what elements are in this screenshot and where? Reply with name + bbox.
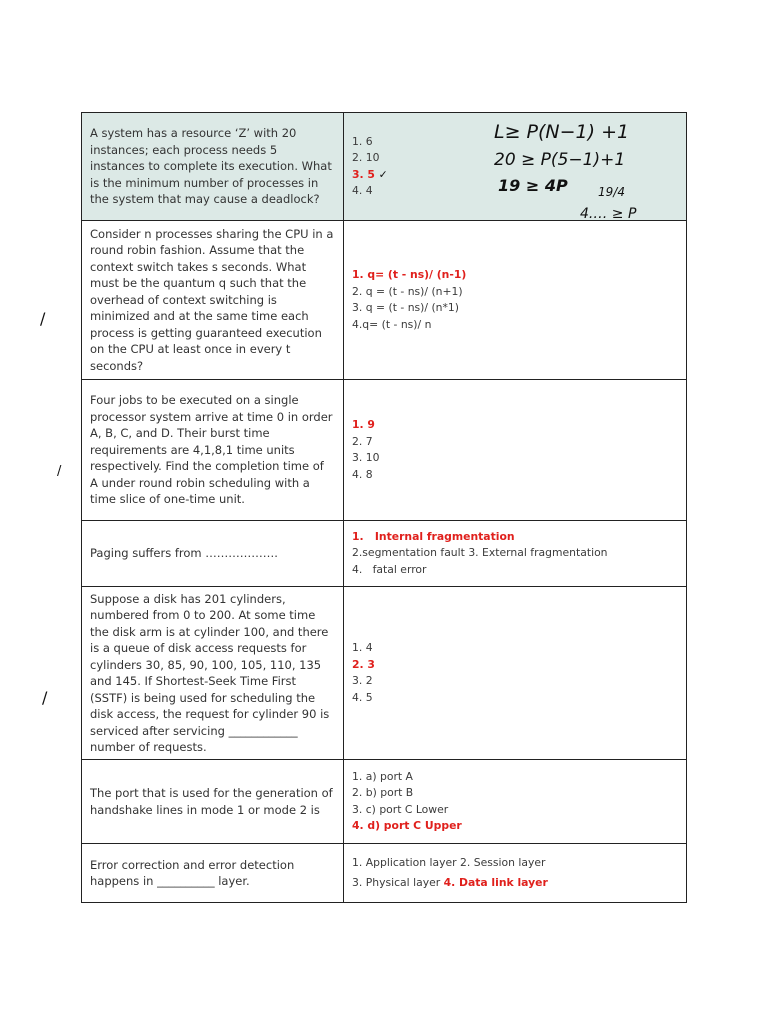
margin-mark: / — [57, 464, 62, 479]
option-line: 3. Physical layer 4. Data link layer — [352, 875, 548, 889]
option: 3. c) port C Lower — [352, 802, 449, 816]
question-row — [82, 844, 687, 903]
question-row — [82, 587, 687, 760]
question-text: Suppose a disk has 201 cylinders, numbered from 0 to 200. At some time the disk arm is at cylinder 100, and there is a queue of disk access requests for cylinders 30, 85, 90, 100, 105, 110, 135 and 145. If Shortest-Seek Time First (SSTF) is being used for scheduling the disk access, the request for cylinder 90 is serviced after servicing ____________ number of requests. — [82, 587, 344, 760]
option: 4. 5 — [352, 690, 373, 704]
option: 2. 10 — [352, 151, 380, 164]
question-text: Consider n processes sharing the CPU in a round robin fashion. Assume that the context switch takes s seconds. What must be the quantum q such that the overhead of context switching is minimized and at the same time each process is getting guaranteed execution on the CPU at least once in every t seconds? — [82, 221, 344, 380]
option-correct: 4. d) port C Upper — [352, 819, 462, 832]
question-row — [82, 760, 687, 844]
question-text: Error correction and error detection happens in __________ layer. — [82, 844, 344, 903]
option-correct: 1. Internal fragmentation — [352, 529, 515, 543]
handwritten-line: 19 ≥ 4P — [498, 176, 568, 195]
options-cell — [344, 521, 687, 587]
margin-mark: / — [40, 309, 46, 328]
options-cell — [344, 844, 687, 903]
option-line: 1. Application layer 2. Session layer — [352, 856, 546, 869]
question-row — [82, 221, 687, 380]
option-correct: 1. 9 — [352, 418, 375, 431]
handwritten-line: 20 ≥ P(5−1)+1 — [494, 150, 626, 170]
options-cell — [344, 760, 687, 844]
options-cell — [344, 221, 687, 380]
question-text: A system has a resource ‘Z’ with 20 instances; each process needs 5 instances to complete its execution. What is the minimum number of processes in the system that may cause a deadlock? — [82, 113, 344, 221]
option: 3. 2 — [352, 674, 373, 687]
handwritten-fraction: 19/4 — [598, 185, 625, 199]
options-cell — [344, 380, 687, 521]
margin-mark: / — [42, 688, 48, 707]
option-correct: 3. 5 ✓ — [352, 167, 388, 181]
option: 3. q = (t - ns)/ (n*1) — [352, 301, 459, 314]
tick-mark: ✓ — [378, 167, 388, 181]
option: 4. 4 — [352, 184, 373, 197]
option: 1. 6 — [352, 134, 373, 148]
option: 2. q = (t - ns)/ (n+1) — [352, 284, 463, 298]
question-text: The port that is used for the generation of handshake lines in mode 1 or mode 2 is — [82, 760, 344, 844]
option: 2. b) port B — [352, 786, 414, 799]
question-row — [82, 380, 687, 521]
option-correct: 1. q= (t - ns)/ (n-1) — [352, 268, 467, 281]
question-row — [82, 521, 687, 587]
option: 4. 8 — [352, 467, 373, 481]
option-line: 4. fatal error — [352, 562, 427, 576]
option-line: 2.segmentation fault 3. External fragmentation — [352, 546, 608, 560]
option-correct: 4. Data link layer — [443, 875, 548, 889]
option: 1. 4 — [352, 641, 373, 654]
option: 3. 10 — [352, 451, 380, 464]
handwritten-notes — [488, 108, 688, 226]
options-cell — [344, 587, 687, 760]
question-text: Four jobs to be executed on a single processor system arrive at time 0 in order A, B, C, and D. Their burst time requirements are 4,1,8,1 time units respectively. Find the completion time of A under round robin scheduling with a time slice of one-time unit. — [82, 380, 344, 521]
option: 2. 7 — [352, 434, 373, 448]
question-text: Paging suffers from ………………. — [82, 521, 344, 587]
handwritten-line: L≥ P(N−1) +1 — [494, 121, 630, 143]
option-correct: 2. 3 — [352, 657, 375, 671]
handwritten-line: 4.… ≥ P — [580, 206, 637, 222]
option: 1. a) port A — [352, 769, 413, 783]
option: 4.q= (t - ns)/ n — [352, 317, 432, 331]
question-table — [81, 112, 687, 903]
